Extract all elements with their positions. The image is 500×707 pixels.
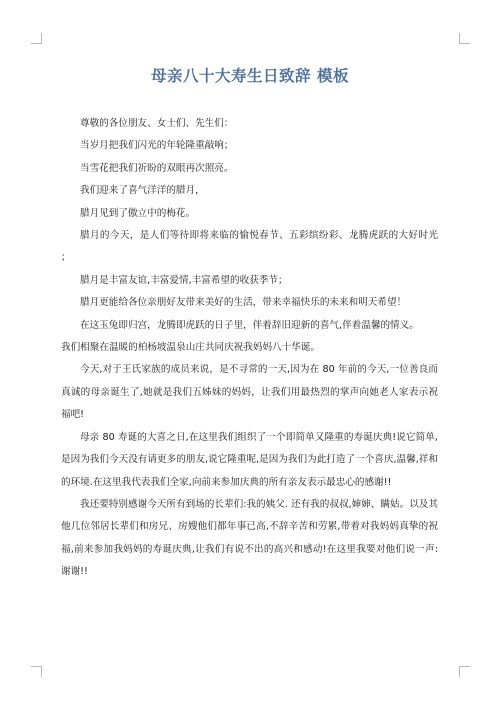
page-corner-mark-top-right	[459, 33, 470, 44]
paragraph: 当岁月把我们闪光的年轮隆重敲响；	[80, 140, 234, 152]
paragraph: 腊月是丰富友谊,丰富爱情,丰富希望的收获季节；	[80, 274, 288, 286]
paragraph: 在这玉兔即归宫，龙腾即虎跃的日子里，伴着辞旧迎新的喜气,伴着温馨的情义。	[80, 319, 419, 331]
page-corner-mark-top-left	[31, 33, 42, 44]
page-corner-mark-bottom-left	[31, 666, 42, 677]
paragraph: 腊月见到了傲立中的梅花。	[80, 207, 196, 219]
document-title: 母亲八十大寿生日致辞 模板	[151, 67, 349, 85]
paragraph: 我还要特别感谢今天所有到场的长辈们:我的姨父. 还有我的叔叔,婶婶、瞒姑。以及其他几位邻居长辈们和房兄、房嫂他们都年事已高,不辞辛苦和劳累,带着对我妈妈真挚的祝福,前来参加我妈妈的寿诞庆典,让我们有说不出的高兴和感动!在这里我要对他们说一声:谢谢!!	[61, 498, 438, 578]
paragraph: 我们迎来了喜气洋洋的腊月，	[80, 185, 205, 197]
paragraph: 腊月更能给各位亲朋好友带来美好的生活，带来幸福快乐的未来和明天希望！	[80, 297, 407, 309]
paragraph: 腊月的今天，是人们等待即将来临的愉悦春节、五彩缤纷彩、龙腾虎跃的大好时光 ；	[61, 230, 438, 264]
document-body	[61, 113, 438, 584]
paragraph: 母亲 80 寿诞的大喜之日,在这里我们组织了一个即简单又隆重的寿诞庆典!说它简单,是因为我们今天没有请更多的朋友,说它隆重呢,是因为我们为此打造了一个喜庆,温馨,祥和的环境.在这里我代表我们全家,向前来参加庆典的所有亲友表示最忠心的感谢!!	[61, 431, 438, 488]
paragraph: 我们相聚在温暖的柏杨坡温泉山庄共同庆祝我妈妈八十华诞。	[61, 342, 321, 354]
paragraph-salutation: 尊敬的各位朋友、女士们、先生们：	[80, 118, 234, 129]
page-corner-mark-bottom-right	[459, 666, 470, 677]
paragraph: 当雪花把我们祈盼的双眼再次照亮。	[80, 162, 234, 174]
paragraph: 今天,对于王氏家族的成员来说，是不寻常的一天,因为在 80 年前的今天,一位善良而真诚的母亲诞生了,她就是我们五姊妹的妈妈，让我们用最热烈的掌声向她老人家表示祝福吧!	[61, 364, 438, 421]
